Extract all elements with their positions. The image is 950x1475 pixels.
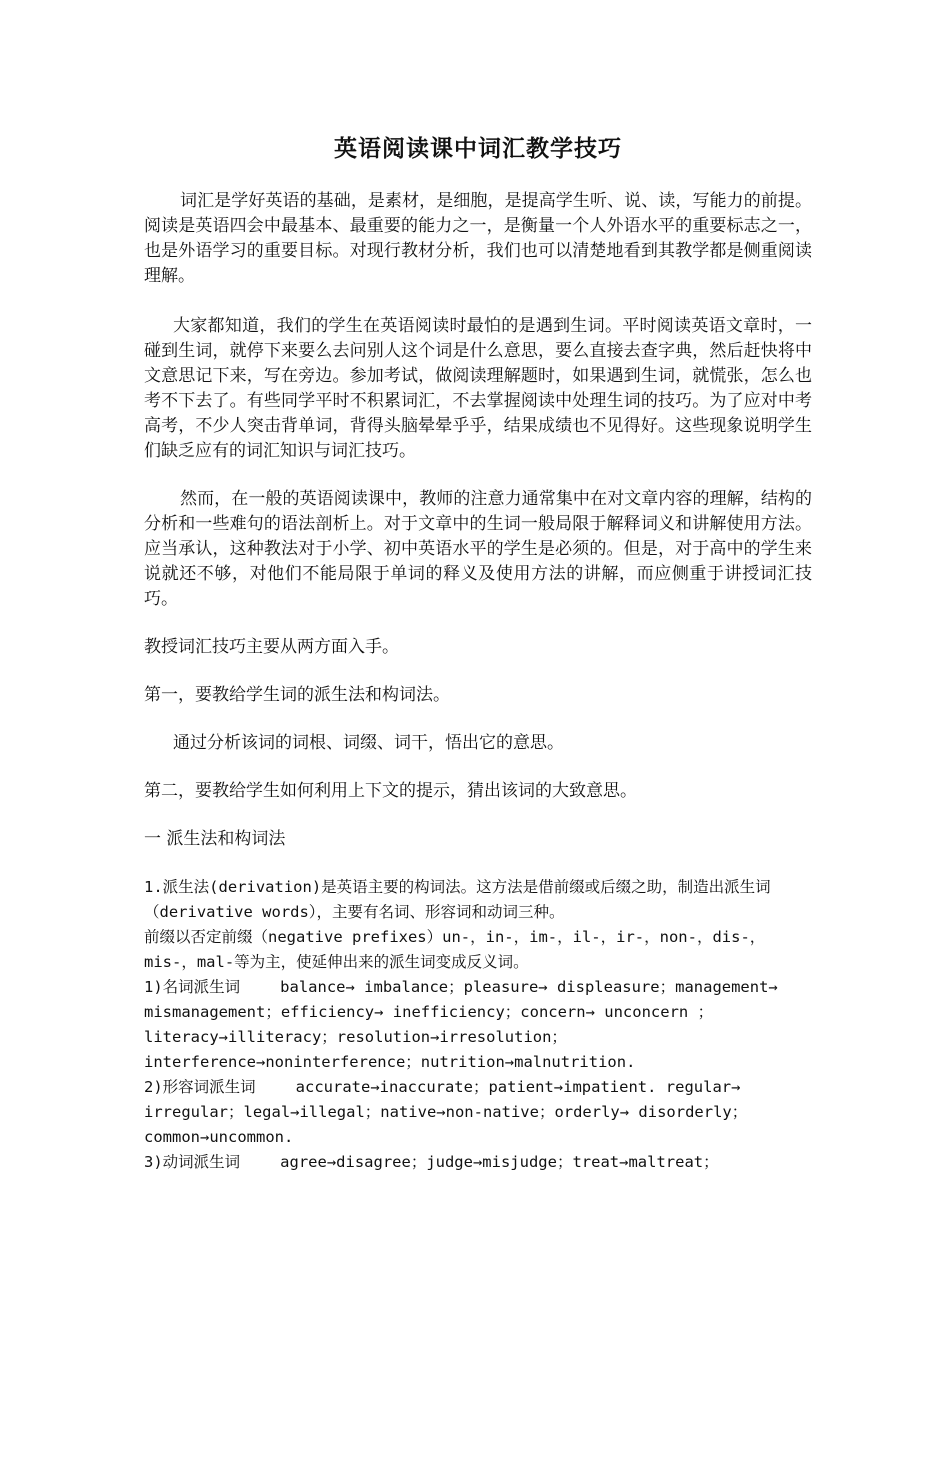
derivation-intro: 1.派生法(derivation)是英语主要的构词法。这方法是借前缀或后缀之助，制造出派生词（derivative words），主要有名词、形容词和动词三种。 <box>144 878 771 921</box>
verb-derivatives-label: 3)动词派生词 <box>144 1153 241 1171</box>
paragraph-problem: 大家都知道，我们的学生在英语阅读时最怕的是遇到生词。平时阅读英语文章时，一碰到生词，就停下来要么去问别人这个词是什么意思，要么直接去查字典，然后赶快将中文意思记下来，写在旁边。参加考试，做阅读理解题时，如果遇到生词，就慌张，怎么也考不下去了。有些同学平时不积累词汇，不去掌握阅读中处理生词的技巧。为了应对中考高考，不少人突击背单词，背得头脑晕晕乎乎，结果成绩也不见得好。这些现象说明学生们缺乏应有的词汇知识与词汇技巧。 <box>144 316 812 461</box>
derivation-prefixes: 前缀以否定前缀（negative prefixes）un-，in-，im-，il-，ir-，non-，dis-，mis-，mal-等为主，使延伸出来的派生词变成反义词。 <box>144 928 766 971</box>
document-page <box>0 131 950 1475</box>
noun-derivatives-examples: balance→ imbalance；pleasure→ displeasure；management→ mismanagement；efficiency→ inefficiency；concern→ unconcern ；literacy→illiteracy；resolution→irresolution；interference→noninterference；nutrition→malnutrition. <box>144 978 778 1071</box>
paragraph-teaching: 然而，在一般的英语阅读课中，教师的注意力通常集中在对文章内容的理解，结构的分析和一些难句的语法剖析上。对于文章中的生词一般局限于解释词义和讲解使用方法。应当承认，这种教法对于小学、初中英语水平的学生是必须的。但是，对于高中的学生来说就还不够，对他们不能局限于单词的释义及使用方法的讲解，而应侧重于讲授词汇技巧。 <box>144 489 812 609</box>
derivation-section <box>144 875 812 1175</box>
paragraph-analysis: 通过分析该词的词根、词缀、词干，悟出它的意思。 <box>173 733 564 753</box>
page-title: 英语阅读课中词汇教学技巧 <box>334 135 622 162</box>
section-heading-derivation: 一 派生法和构词法 <box>144 829 286 849</box>
adjective-derivatives <box>144 1075 812 1150</box>
verb-derivatives-examples: agree→disagree；judge→misjudge；treat→maltreat； <box>280 1153 719 1171</box>
noun-derivatives <box>144 975 812 1075</box>
paragraph-first-aspect: 第一，要教给学生词的派生法和构词法。 <box>144 685 450 705</box>
paragraph-two-aspects: 教授词汇技巧主要从两方面入手。 <box>144 637 399 657</box>
paragraph-second-aspect: 第二，要教给学生如何利用上下文的提示，猜出该词的大致意思。 <box>144 781 637 801</box>
adjective-derivatives-label: 2)形容词派生词 <box>144 1078 256 1096</box>
adjective-derivatives-examples: accurate→inaccurate；patient→impatient. regular→ irregular；legal→illegal；native→non-native；orderly→ disorderly；common→uncommon. <box>144 1078 748 1146</box>
paragraph-intro: 词汇是学好英语的基础，是素材，是细胞，是提高学生听、说、读，写能力的前提。阅读是英语四会中最基本、最重要的能力之一，是衡量一个人外语水平的重要标志之一，也是外语学习的重要目标。对现行教材分析，我们也可以清楚地看到其教学都是侧重阅读理解。 <box>144 191 812 286</box>
verb-derivatives <box>144 1150 812 1175</box>
noun-derivatives-label: 1)名词派生词 <box>144 978 241 996</box>
